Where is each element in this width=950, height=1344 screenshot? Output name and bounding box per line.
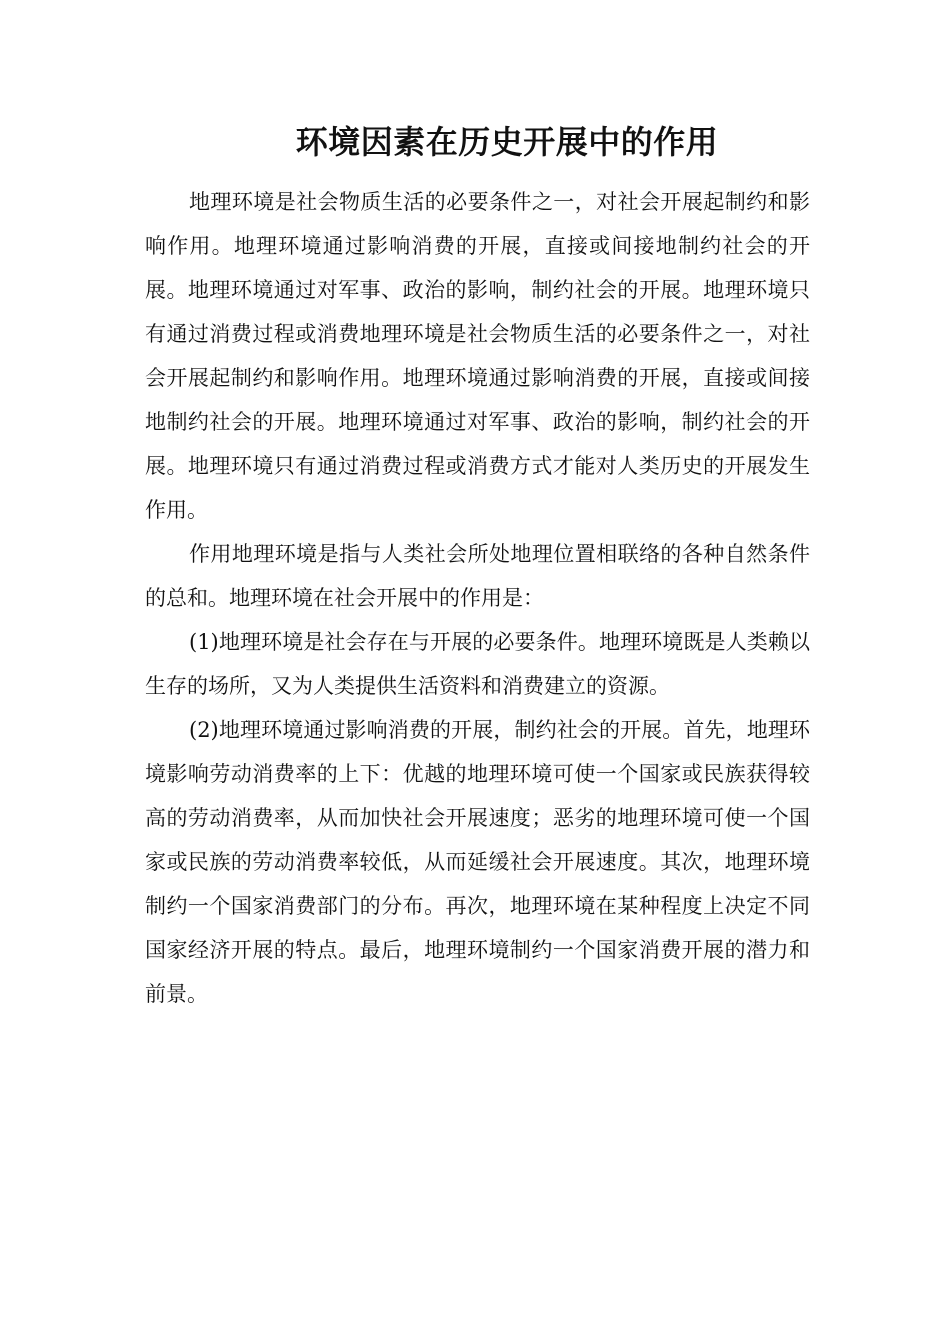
paragraph-3: (1)地理环境是社会存在与开展的必要条件。地理环境既是人类赖以生存的场所，又为人类提供生活资料和消费建立的资源。 — [145, 630, 810, 698]
paragraph-4: (2)地理环境通过影响消费的开展，制约社会的开展。首先，地理环境影响劳动消费率的上下：优越的地理环境可使一个国家或民族获得较高的劳动消费率，从而加快社会开展速度；恶劣的地理环境可使一个国家或民族的劳动消费率较低，从而延缓社会开展速度。其次，地理环境制约一个国家消费部门的分布。再次，地理环境在某种程度上决定不同国家经济开展的特点。最后，地理环境制约一个国家消费开展的潜力和前景。 — [145, 718, 810, 1006]
paragraph-2: 作用地理环境是指与人类社会所处地理位置相联络的各种自然条件的总和。地理环境在社会开展中的作用是： — [145, 542, 810, 610]
paragraph-1: 地理环境是社会物质生活的必要条件之一，对社会开展起制约和影响作用。地理环境通过影响消费的开展，直接或间接地制约社会的开展。地理环境通过对军事、政治的影响，制约社会的开展。地理环境只有通过消费过程或消费地理环境是社会物质生活的必要条件之一，对社会开展起制约和影响作用。地理环境通过影响消费的开展，直接或间接地制约社会的开展。地理环境通过对军事、政治的影响，制约社会的开展。地理环境只有通过消费过程或消费方式才能对人类历史的开展发生作用。 — [145, 190, 810, 522]
document-body — [145, 180, 810, 1016]
document-title: 环境因素在历史开展中的作用 — [295, 123, 719, 161]
